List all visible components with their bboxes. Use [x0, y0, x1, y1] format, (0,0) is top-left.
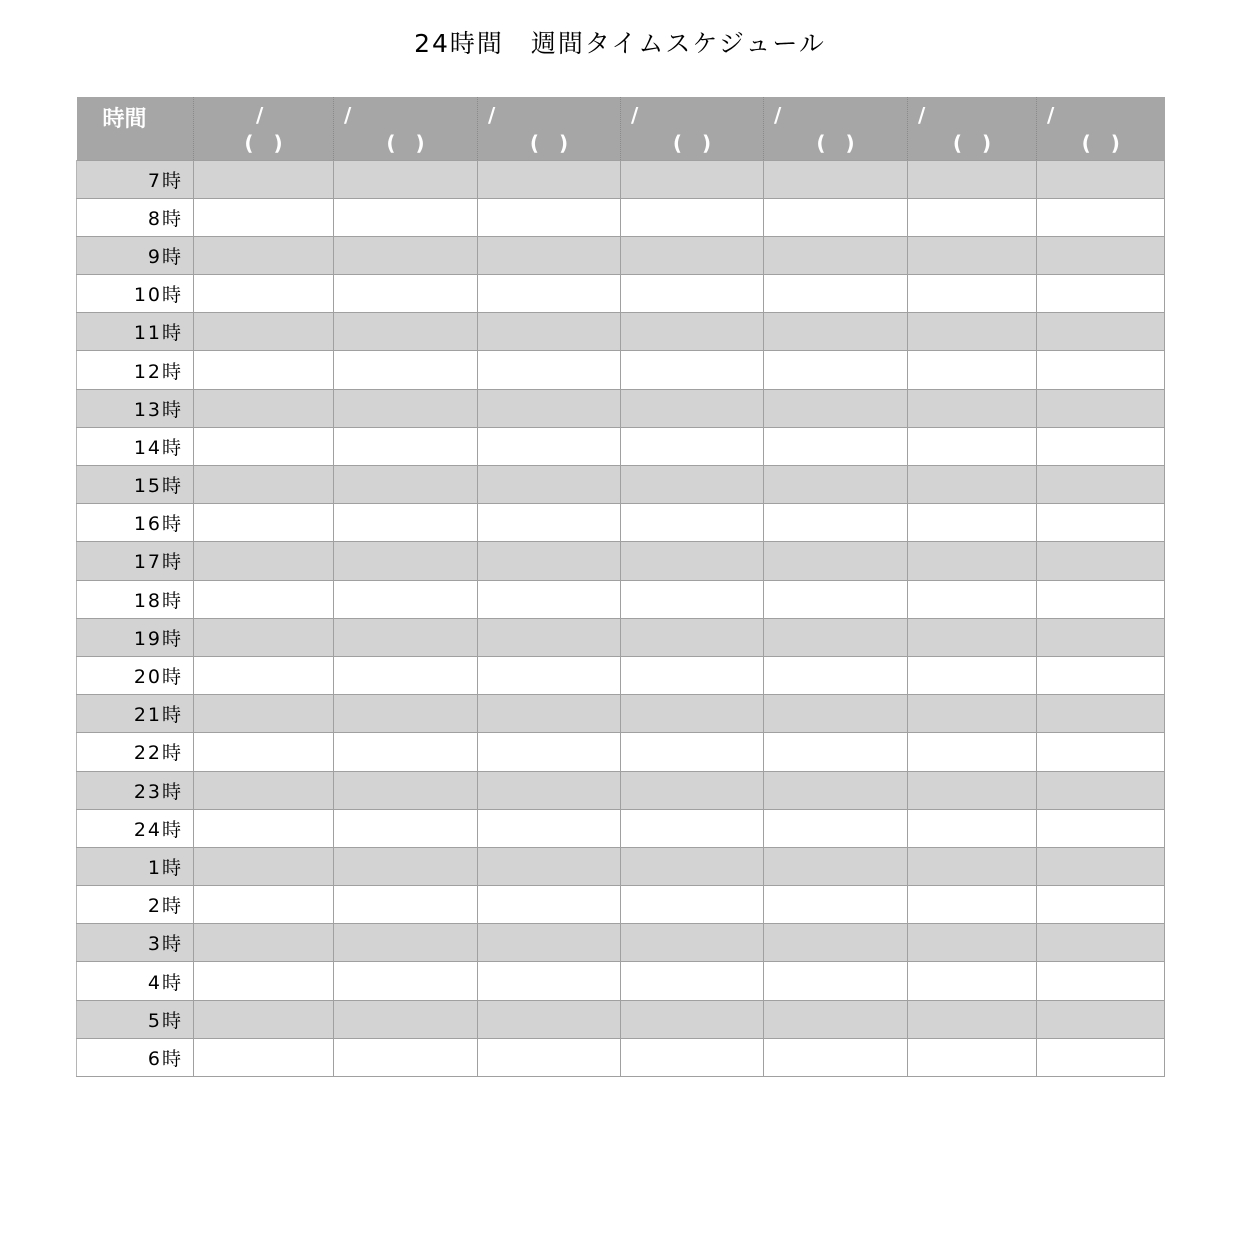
schedule-cell[interactable] — [621, 427, 764, 465]
schedule-cell[interactable] — [908, 847, 1037, 885]
table-row — [77, 809, 1165, 847]
hour-label: 15時 — [77, 466, 194, 504]
table-row — [77, 542, 1165, 580]
schedule-cell[interactable] — [621, 275, 764, 313]
table-row — [77, 351, 1165, 389]
schedule-cell[interactable] — [908, 236, 1037, 274]
schedule-cell[interactable] — [908, 466, 1037, 504]
schedule-cell[interactable] — [764, 618, 908, 656]
date-field[interactable]: / — [488, 103, 496, 127]
schedule-cell[interactable] — [334, 962, 478, 1000]
schedule-cell[interactable] — [1037, 1038, 1165, 1076]
schedule-cell[interactable] — [478, 656, 621, 694]
schedule-cell[interactable] — [908, 618, 1037, 656]
schedule-cell[interactable] — [334, 695, 478, 733]
table-row — [77, 847, 1165, 885]
schedule-cell[interactable] — [478, 886, 621, 924]
header-row — [77, 97, 1165, 160]
hour-label: 2時 — [77, 886, 194, 924]
schedule-cell[interactable] — [1037, 809, 1165, 847]
schedule-cell[interactable] — [1037, 695, 1165, 733]
schedule-cell[interactable] — [764, 809, 908, 847]
schedule-cell[interactable] — [764, 198, 908, 236]
schedule-cell[interactable] — [194, 1000, 334, 1038]
hour-label: 21時 — [77, 695, 194, 733]
schedule-cell[interactable] — [194, 771, 334, 809]
schedule-cell[interactable] — [764, 351, 908, 389]
schedule-cell[interactable] — [478, 504, 621, 542]
hour-label: 16時 — [77, 504, 194, 542]
schedule-cell[interactable] — [1037, 466, 1165, 504]
schedule-cell[interactable] — [908, 275, 1037, 313]
schedule-cell[interactable] — [478, 427, 621, 465]
schedule-cell[interactable] — [194, 236, 334, 274]
schedule-cell[interactable] — [621, 618, 764, 656]
time-column-header: 時間 — [77, 97, 194, 160]
hour-label: 22時 — [77, 733, 194, 771]
table-row — [77, 962, 1165, 1000]
schedule-cell[interactable] — [621, 160, 764, 198]
schedule-cell[interactable] — [194, 580, 334, 618]
date-field[interactable]: / — [631, 103, 639, 127]
schedule-cell[interactable] — [334, 580, 478, 618]
schedule-cell[interactable] — [1037, 580, 1165, 618]
schedule-cell[interactable] — [334, 466, 478, 504]
schedule-cell[interactable] — [908, 160, 1037, 198]
schedule-cell[interactable] — [908, 809, 1037, 847]
schedule-cell[interactable] — [621, 695, 764, 733]
schedule-cell[interactable] — [764, 924, 908, 962]
schedule-cell[interactable] — [334, 733, 478, 771]
schedule-cell[interactable] — [478, 236, 621, 274]
schedule-cell[interactable] — [194, 427, 334, 465]
schedule-cell[interactable] — [478, 580, 621, 618]
hour-label: 6時 — [77, 1038, 194, 1076]
schedule-cell[interactable] — [1037, 962, 1165, 1000]
schedule-cell[interactable] — [478, 389, 621, 427]
schedule-cell[interactable] — [908, 771, 1037, 809]
schedule-cell[interactable] — [334, 389, 478, 427]
schedule-cell[interactable] — [908, 198, 1037, 236]
schedule-cell[interactable] — [764, 656, 908, 694]
schedule-cell[interactable] — [621, 542, 764, 580]
table-row — [77, 733, 1165, 771]
schedule-cell[interactable] — [621, 198, 764, 236]
hour-label: 7時 — [77, 160, 194, 198]
schedule-cell[interactable] — [621, 656, 764, 694]
schedule-cell[interactable] — [908, 962, 1037, 1000]
schedule-cell[interactable] — [621, 1000, 764, 1038]
schedule-cell[interactable] — [478, 809, 621, 847]
schedule-cell[interactable] — [1037, 313, 1165, 351]
schedule-cell[interactable] — [908, 656, 1037, 694]
date-field[interactable]: / — [1047, 103, 1055, 127]
schedule-cell[interactable] — [1037, 771, 1165, 809]
table-row — [77, 656, 1165, 694]
schedule-cell[interactable] — [334, 618, 478, 656]
schedule-cell[interactable] — [1037, 160, 1165, 198]
schedule-cell[interactable] — [764, 962, 908, 1000]
table-row — [77, 886, 1165, 924]
schedule-cell[interactable] — [1037, 427, 1165, 465]
schedule-cell[interactable] — [621, 962, 764, 1000]
hour-label: 19時 — [77, 618, 194, 656]
schedule-cell[interactable] — [908, 389, 1037, 427]
schedule-cell[interactable] — [194, 160, 334, 198]
schedule-cell[interactable] — [194, 695, 334, 733]
schedule-cell[interactable] — [1037, 656, 1165, 694]
schedule-cell[interactable] — [908, 313, 1037, 351]
schedule-cell[interactable] — [621, 236, 764, 274]
schedule-cell[interactable] — [1037, 504, 1165, 542]
weekday-field[interactable]: ( ) — [244, 131, 283, 155]
schedule-cell[interactable] — [334, 809, 478, 847]
schedule-cell[interactable] — [1037, 847, 1165, 885]
schedule-cell[interactable] — [764, 771, 908, 809]
hour-label: 9時 — [77, 236, 194, 274]
schedule-cell[interactable] — [908, 1038, 1037, 1076]
schedule-cell[interactable] — [194, 924, 334, 962]
weekday-field[interactable]: ( ) — [816, 131, 855, 155]
schedule-cell[interactable] — [478, 198, 621, 236]
schedule-body — [77, 160, 1165, 1077]
schedule-cell[interactable] — [621, 809, 764, 847]
schedule-cell[interactable] — [194, 198, 334, 236]
date-field[interactable]: / — [256, 103, 264, 127]
day-column-header[interactable] — [1037, 97, 1165, 160]
schedule-cell[interactable] — [194, 275, 334, 313]
schedule-cell[interactable] — [194, 504, 334, 542]
schedule-cell[interactable] — [621, 351, 764, 389]
table-row — [77, 1000, 1165, 1038]
schedule-cell[interactable] — [478, 771, 621, 809]
date-field[interactable]: / — [344, 103, 352, 127]
schedule-cell[interactable] — [334, 542, 478, 580]
schedule-cell[interactable] — [764, 504, 908, 542]
table-row — [77, 427, 1165, 465]
hour-label: 14時 — [77, 427, 194, 465]
schedule-cell[interactable] — [621, 313, 764, 351]
table-row — [77, 236, 1165, 274]
table-row — [77, 695, 1165, 733]
schedule-cell[interactable] — [334, 1000, 478, 1038]
table-row — [77, 580, 1165, 618]
schedule-cell[interactable] — [334, 351, 478, 389]
day-column-header[interactable] — [334, 97, 478, 160]
table-row — [77, 275, 1165, 313]
schedule-cell[interactable] — [478, 1038, 621, 1076]
schedule-cell[interactable] — [334, 886, 478, 924]
table-row — [77, 1038, 1165, 1076]
hour-label: 12時 — [77, 351, 194, 389]
day-column-header[interactable] — [621, 97, 764, 160]
schedule-cell[interactable] — [621, 847, 764, 885]
table-row — [77, 466, 1165, 504]
schedule-cell[interactable] — [764, 847, 908, 885]
schedule-cell[interactable] — [1037, 542, 1165, 580]
schedule-cell[interactable] — [1037, 618, 1165, 656]
hour-label: 24時 — [77, 809, 194, 847]
schedule-cell[interactable] — [908, 580, 1037, 618]
schedule-cell[interactable] — [621, 771, 764, 809]
schedule-cell[interactable] — [334, 1038, 478, 1076]
hour-label: 18時 — [77, 580, 194, 618]
schedule-cell[interactable] — [764, 236, 908, 274]
schedule-cell[interactable] — [621, 580, 764, 618]
schedule-cell[interactable] — [764, 1000, 908, 1038]
schedule-cell[interactable] — [478, 351, 621, 389]
table-row — [77, 198, 1165, 236]
schedule-cell[interactable] — [1037, 275, 1165, 313]
hour-label: 1時 — [77, 847, 194, 885]
schedule-cell[interactable] — [621, 886, 764, 924]
schedule-cell[interactable] — [334, 504, 478, 542]
date-field[interactable]: / — [918, 103, 926, 127]
table-row — [77, 389, 1165, 427]
day-column-header[interactable] — [908, 97, 1037, 160]
schedule-cell[interactable] — [621, 1038, 764, 1076]
schedule-cell[interactable] — [764, 313, 908, 351]
weekday-field[interactable]: ( ) — [529, 131, 569, 155]
schedule-cell[interactable] — [1037, 236, 1165, 274]
schedule-cell[interactable] — [1037, 1000, 1165, 1038]
schedule-cell[interactable] — [908, 427, 1037, 465]
schedule-cell[interactable] — [764, 1038, 908, 1076]
hour-label: 23時 — [77, 771, 194, 809]
schedule-cell[interactable] — [478, 542, 621, 580]
schedule-cell[interactable] — [334, 427, 478, 465]
schedule-cell[interactable] — [908, 1000, 1037, 1038]
schedule-cell[interactable] — [194, 847, 334, 885]
schedule-cell[interactable] — [764, 542, 908, 580]
schedule-cell[interactable] — [908, 504, 1037, 542]
schedule-cell[interactable] — [194, 809, 334, 847]
schedule-cell[interactable] — [478, 924, 621, 962]
hour-label: 13時 — [77, 389, 194, 427]
schedule-cell[interactable] — [908, 351, 1037, 389]
schedule-cell[interactable] — [478, 847, 621, 885]
schedule-cell[interactable] — [194, 733, 334, 771]
schedule-cell[interactable] — [334, 160, 478, 198]
schedule-cell[interactable] — [764, 733, 908, 771]
schedule-cell[interactable] — [334, 275, 478, 313]
schedule-cell[interactable] — [764, 160, 908, 198]
schedule-cell[interactable] — [621, 504, 764, 542]
schedule-cell[interactable] — [194, 542, 334, 580]
schedule-cell[interactable] — [334, 198, 478, 236]
page-title: 24時間 週間タイムスケジュール — [414, 29, 826, 58]
schedule-cell[interactable] — [194, 656, 334, 694]
schedule-cell[interactable] — [194, 466, 334, 504]
schedule-cell[interactable] — [764, 275, 908, 313]
schedule-cell[interactable] — [194, 962, 334, 1000]
schedule-cell[interactable] — [1037, 886, 1165, 924]
schedule-cell[interactable] — [764, 427, 908, 465]
schedule-cell[interactable] — [1037, 389, 1165, 427]
hour-label: 8時 — [77, 198, 194, 236]
schedule-cell[interactable] — [334, 236, 478, 274]
hour-label: 17時 — [77, 542, 194, 580]
weekday-field[interactable]: ( ) — [952, 131, 992, 155]
schedule-cell[interactable] — [478, 695, 621, 733]
schedule-cell[interactable] — [478, 466, 621, 504]
hour-label: 5時 — [77, 1000, 194, 1038]
day-column-header[interactable] — [194, 97, 334, 160]
hour-label: 4時 — [77, 962, 194, 1000]
schedule-cell[interactable] — [764, 466, 908, 504]
schedule-cell[interactable] — [1037, 198, 1165, 236]
schedule-cell[interactable] — [908, 542, 1037, 580]
schedule-cell[interactable] — [194, 351, 334, 389]
hour-label: 11時 — [77, 313, 194, 351]
schedule-cell[interactable] — [334, 313, 478, 351]
hour-label: 3時 — [77, 924, 194, 962]
schedule-cell[interactable] — [621, 466, 764, 504]
weekday-field[interactable]: ( ) — [672, 131, 712, 155]
schedule-cell[interactable] — [1037, 924, 1165, 962]
schedule-cell[interactable] — [194, 313, 334, 351]
weekly-schedule-table — [76, 97, 1165, 1077]
schedule-cell[interactable] — [194, 389, 334, 427]
schedule-cell[interactable] — [908, 733, 1037, 771]
day-column-header[interactable] — [478, 97, 621, 160]
schedule-cell[interactable] — [478, 733, 621, 771]
schedule-cell[interactable] — [764, 886, 908, 924]
hour-label: 10時 — [77, 275, 194, 313]
table-row — [77, 771, 1165, 809]
schedule-cell[interactable] — [478, 618, 621, 656]
schedule-cell[interactable] — [334, 656, 478, 694]
table-row — [77, 924, 1165, 962]
schedule-cell[interactable] — [764, 389, 908, 427]
schedule-cell[interactable] — [908, 695, 1037, 733]
schedule-cell[interactable] — [478, 275, 621, 313]
schedule-cell[interactable] — [621, 733, 764, 771]
schedule-cell[interactable] — [194, 886, 334, 924]
weekday-field[interactable]: ( ) — [1081, 131, 1120, 155]
hour-label: 20時 — [77, 656, 194, 694]
schedule-cell[interactable] — [478, 313, 621, 351]
schedule-cell[interactable] — [908, 886, 1037, 924]
schedule-cell[interactable] — [764, 580, 908, 618]
schedule-cell[interactable] — [478, 962, 621, 1000]
table-row — [77, 618, 1165, 656]
schedule-cell[interactable] — [334, 771, 478, 809]
schedule-cell[interactable] — [334, 924, 478, 962]
schedule-cell[interactable] — [908, 924, 1037, 962]
schedule-cell[interactable] — [478, 1000, 621, 1038]
schedule-cell[interactable] — [621, 389, 764, 427]
schedule-cell[interactable] — [1037, 351, 1165, 389]
day-column-header[interactable] — [764, 97, 908, 160]
schedule-cell[interactable] — [1037, 733, 1165, 771]
weekday-field[interactable]: ( ) — [386, 131, 425, 155]
schedule-cell[interactable] — [334, 847, 478, 885]
table-row — [77, 504, 1165, 542]
schedule-cell[interactable] — [764, 695, 908, 733]
table-row — [77, 313, 1165, 351]
schedule-cell[interactable] — [194, 618, 334, 656]
table-row — [77, 160, 1165, 198]
schedule-cell[interactable] — [194, 1038, 334, 1076]
schedule-cell[interactable] — [621, 924, 764, 962]
schedule-cell[interactable] — [478, 160, 621, 198]
date-field[interactable]: / — [774, 103, 782, 127]
